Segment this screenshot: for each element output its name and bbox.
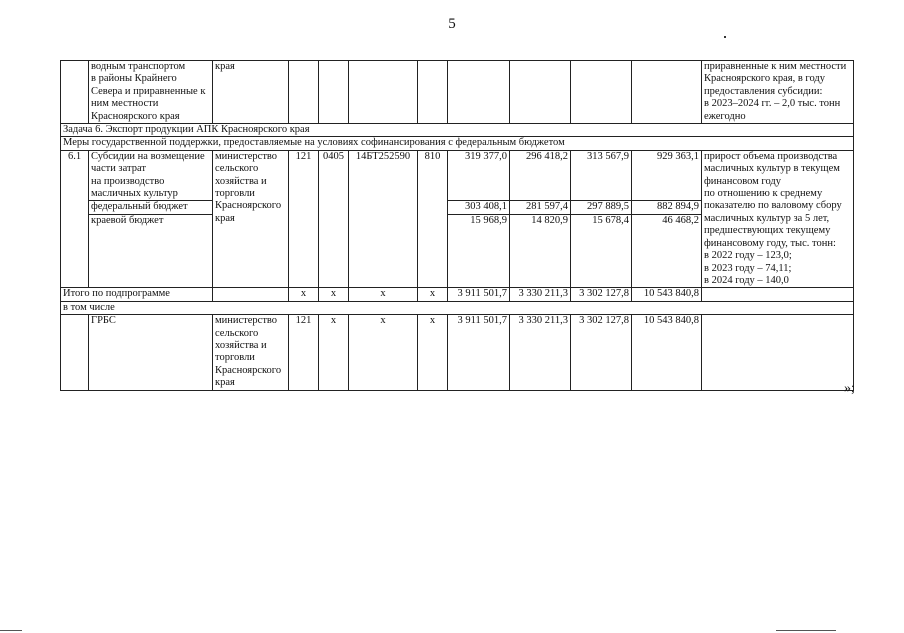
regional-label: краевой бюджет	[89, 214, 212, 227]
cell-result: прирост объема производства масличных культур в текущем финансовом году по отношению к среднему показателю по валовому сбору масличных культур за 5 лет, предшествующих текущему финансовому году, тыс. тонн: в 2022 году – 123,0; в 2023 году – 74,11; в 2024 году – 140,0	[702, 150, 854, 287]
cell-2022: 319 377,0 303 408,1 15 968,9	[448, 150, 510, 287]
cell-grbs: министерство сельского хозяйства и торговли Красноярского края	[213, 150, 289, 287]
subprogram-table	[60, 60, 854, 391]
table-row-top	[61, 61, 854, 124]
grbs-label: ГРБС	[89, 315, 213, 390]
cell-csr: 14БТ252590	[349, 150, 418, 287]
cell-grbs: края	[213, 61, 289, 124]
page-number: 5	[448, 16, 456, 32]
including-label: в том числе	[61, 301, 854, 314]
task-label: Задача 6. Экспорт продукции АПК Красноярского края	[61, 124, 854, 137]
cell-total: 929 363,1 882 894,9 46 468,2	[632, 150, 702, 287]
federal-label: федеральный бюджет	[89, 200, 212, 213]
cell-result: приравненные к ним местности Красноярского края, в году предоставления субсидии: в 2023–2024 гг. – 2,0 тыс. тонн ежегодно	[702, 61, 854, 124]
table-row-grbs: ГРБС министерство сельского хозяйства и торговли Красноярского края 121 x x x 3 911 501,7 3 330 211,3 3 302 127,8 10 543 840,8	[61, 315, 854, 390]
table-row-including	[61, 301, 854, 314]
cell-rzpr: 0405	[319, 150, 349, 287]
cell-vr: 810	[418, 150, 448, 287]
scan-edge-mark	[0, 630, 22, 631]
cell-grbs: министерство сельского хозяйства и торговли Красноярского края	[213, 315, 289, 390]
table-row-task	[61, 124, 854, 137]
cell-name: водным транспортом в районы Крайнего Севера и приравненные к ним местности Красноярского края	[89, 61, 213, 124]
total-label: Итого по подпрограмме	[61, 288, 213, 301]
table-row-measures	[61, 137, 854, 150]
table-row-total: Итого по подпрограмме x x x x 3 911 501,7 3 330 211,3 3 302 127,8 10 543 840,8	[61, 288, 854, 301]
measures-label: Меры государственной поддержки, предоставляемые на условиях софинансирования с федеральным бюджетом	[61, 137, 854, 150]
cell-grbs-code: 121	[289, 150, 319, 287]
cell-num: 6.1	[61, 150, 89, 287]
scan-edge-mark	[776, 630, 836, 631]
cell-num	[61, 61, 89, 124]
cell-2024: 313 567,9 297 889,5 15 678,4	[571, 150, 632, 287]
closing-quote: »;	[844, 381, 855, 396]
table-row-6-1	[61, 150, 854, 287]
cell-name: Субсидии на возмещение части затрат на производство масличных культур федеральный бюджет краевой бюджет	[89, 150, 213, 287]
cell-2023: 296 418,2 281 597,4 14 820,9	[510, 150, 571, 287]
scan-dot	[724, 36, 726, 38]
